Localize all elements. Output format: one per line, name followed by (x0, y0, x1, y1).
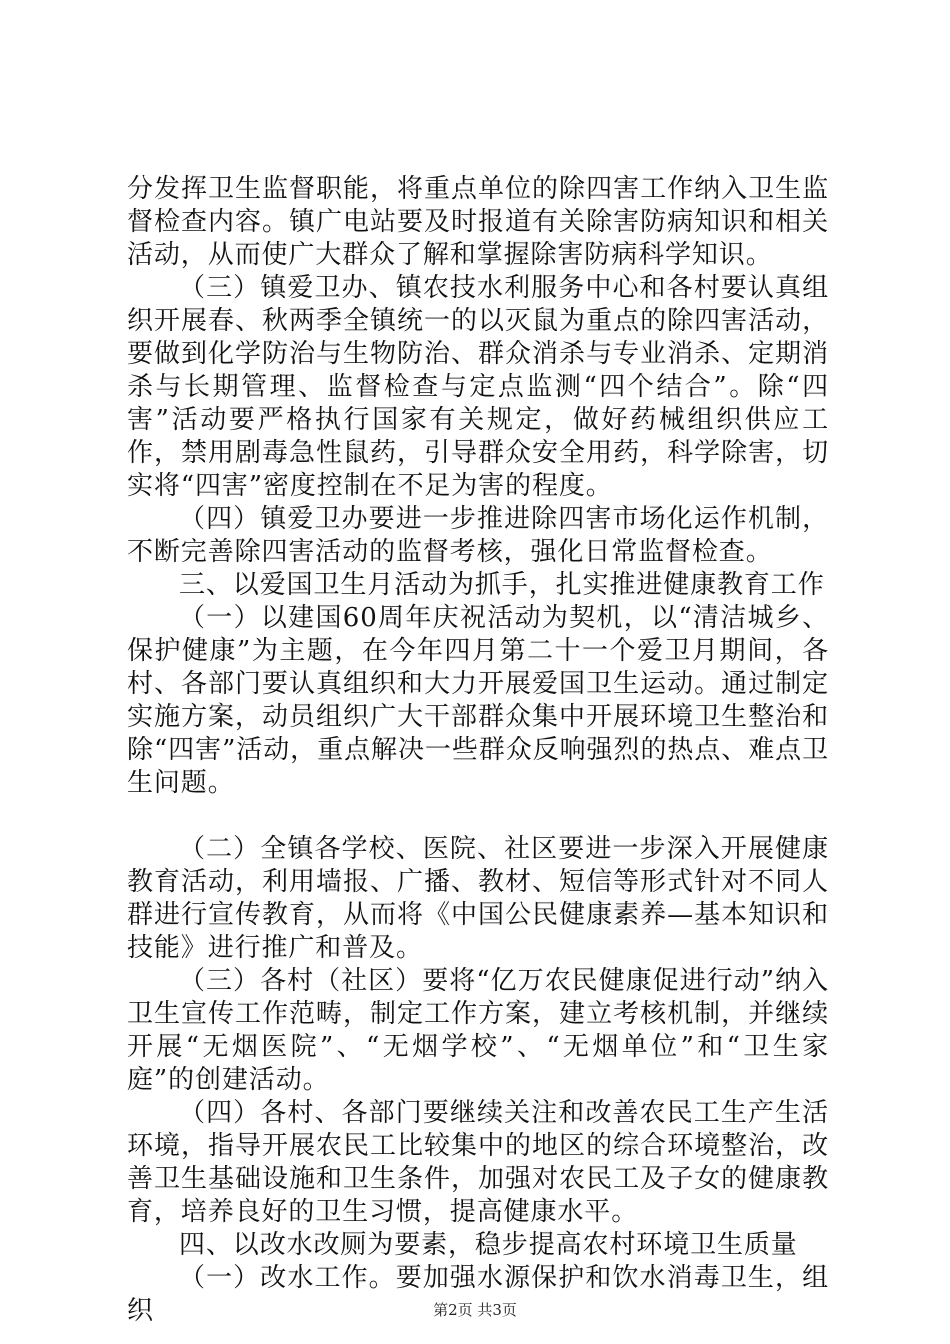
paragraph-item-4-market-mechanism: （四）镇爱卫办要进一步推进除四害市场化运作机制，不断完善除四害活动的监督考核，强化日常监督检查。 (127, 504, 829, 567)
paragraph-item-3-health-promotion: （三）各村（社区）要将“亿万农民健康促进行动”纳入卫生宣传工作范畴，制定工作方案，建立考核机制，并继续开展“无烟医院”、“无烟学校”、“无烟单位”和“卫生家庭”的创建活动。 (127, 966, 829, 1095)
document-body (127, 173, 829, 1328)
paragraph-item-3-pest-control: （三）镇爱卫办、镇农技水利服务中心和各村要认真组织开展春、秋两季全镇统一的以灭鼠为重点的除四害活动，要做到化学防治与生物防治、群众消杀与专业消杀、定期消杀与长期管理、监督检查与定点监测“四个结合”。除“四害”活动要严格执行国家有关规定，做好药械组织供应工作，禁用剧毒急性鼠药，引导群众安全用药，科学除害，切实将“四害”密度控制在不足为害的程度。 (127, 273, 829, 501)
paragraph-item-1-water-improvement: （一）改水工作。要加强水源保护和饮水消毒卫生，组织 (127, 1263, 829, 1326)
section-heading-3: 三、以爱国卫生月活动为抓手，扎实推进健康教育工作 (179, 570, 825, 600)
paragraph-item-2-health-education: （二）全镇各学校、医院、社区要进一步深入开展健康教育活动，利用墙报、广播、教材、短信等形式针对不同人群进行宣传教育，从而将《中国公民健康素养—基本知识和技能》进行推广和普及。 (127, 834, 829, 963)
paragraph-item-1-hygiene-month: （一）以建国60周年庆祝活动为契机，以“清洁城乡、保护健康”为主题，在今年四月第二十一个爱卫月期间，各村、各部门要认真组织和大力开展爱国卫生运动。通过制定实施方案，动员组织广大干部群众集中开展环境卫生整治和除“四害”活动，重点解决一些群众反响强烈的热点、难点卫生问题。 (127, 603, 829, 798)
section-heading-4: 四、以改水改厕为要素，稳步提高农村环境卫生质量 (179, 1230, 798, 1260)
page-number-footer: 第2页 共3页 (433, 1301, 517, 1319)
paragraph-item-4-migrant-workers: （四）各村、各部门要继续关注和改善农民工生产生活环境，指导开展农民工比较集中的地区的综合环境整治，改善卫生基础设施和卫生条件，加强对农民工及子女的健康教育，培养良好的卫生习惯，提高健康水平。 (127, 1098, 829, 1227)
paragraph-continuation: 分发挥卫生监督职能，将重点单位的除四害工作纳入卫生监督检查内容。镇广电站要及时报道有关除害防病知识和相关活动，从而使广大群众了解和掌握除害防病科学知识。 (127, 174, 829, 270)
